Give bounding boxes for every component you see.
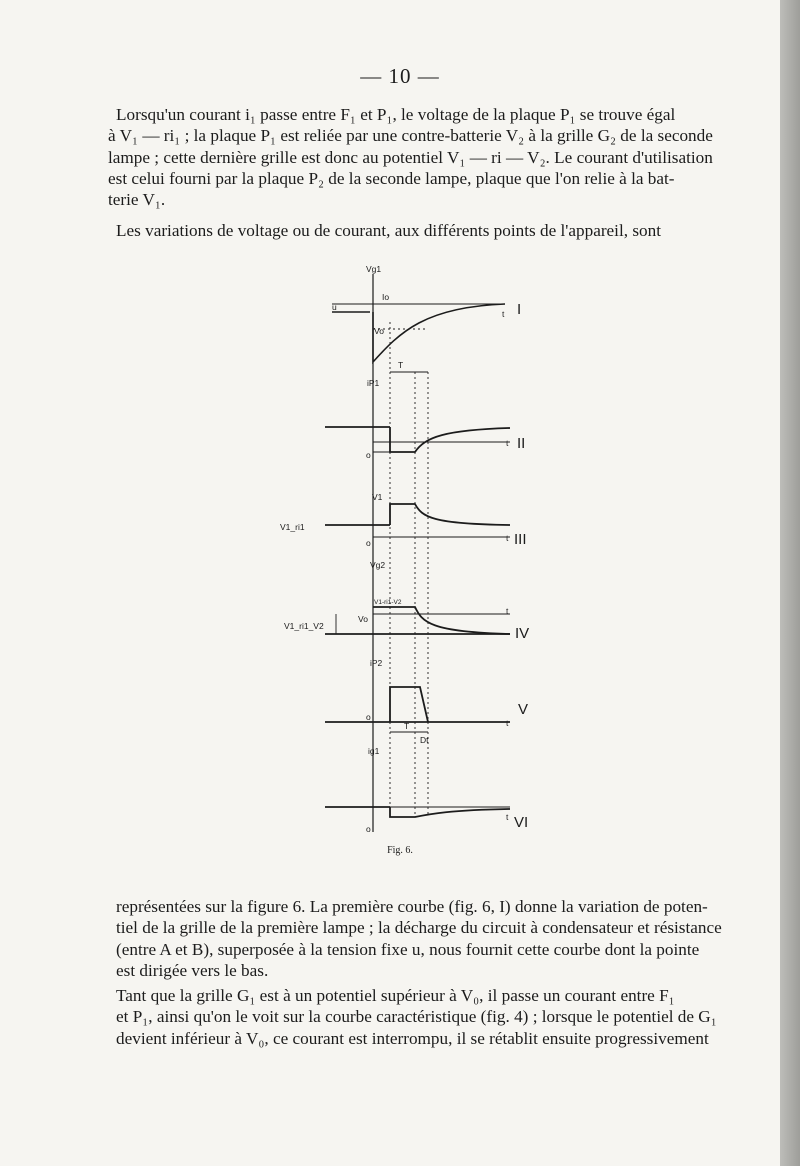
paragraph-2 <box>116 220 740 241</box>
page-gutter <box>780 0 800 1166</box>
label-zero-4: o <box>366 824 371 834</box>
label-t-axis-4: t <box>506 606 509 616</box>
curve-label-i: I <box>517 301 522 318</box>
label-t-axis-1: t <box>502 309 505 319</box>
label-zero-2: o <box>366 538 371 548</box>
label-t-axis-2: t <box>506 438 509 448</box>
curve-iv-line <box>373 607 510 634</box>
text-line: Les variations de voltage ou de courant, aux différents points de l'appareil, sont <box>116 221 661 240</box>
label-t-axis-5: t <box>506 718 509 728</box>
curve-label-iii: III <box>514 531 527 548</box>
text-line: représentées sur la figure 6. La première courbe (fig. 6, I) donne la variation de poten- <box>116 897 708 916</box>
label-dt: Dt <box>420 735 429 745</box>
label-zero-1: o <box>366 450 371 460</box>
paragraph-3 <box>116 896 740 981</box>
label-ip1: iP1 <box>367 378 380 388</box>
label-t-axis-6: t <box>506 812 509 822</box>
curve-label-ii: II <box>517 435 526 452</box>
curve-iii-line <box>390 504 510 525</box>
curve-label-v: V <box>518 701 529 718</box>
label-u: u <box>332 302 337 312</box>
label-t: T <box>398 360 404 370</box>
label-io: Io <box>382 292 390 302</box>
text-line: est dirigée vers le bas. <box>116 960 269 980</box>
label-vg1: Vg1 <box>366 264 382 274</box>
curve-label-vi: VI <box>514 814 529 831</box>
text-line: à V₁ — ri₁ ; la plaque P₁ est reliée par une contre-batterie V₂ à la grille G₂ de la seconde <box>108 126 713 146</box>
curve-i-line <box>373 304 505 362</box>
figure-6-diagram <box>270 262 560 852</box>
text-line: lampe ; cette dernière grille est donc au potentiel V₁ — ri — V₂. Le courant d'utilisation <box>108 147 713 167</box>
figure-6 <box>270 262 560 852</box>
curve-label-iv: IV <box>515 625 530 642</box>
label-ig1: ig1 <box>368 746 380 756</box>
text-line: terie V₁. <box>108 190 166 210</box>
text-line: et P₁, ainsi qu'on le voit sur la courbe caractéristique (fig. 4) ; lorsque le potentiel de G₁ <box>116 1007 717 1027</box>
figure-caption: Fig. 6. <box>387 845 413 856</box>
curve-ii-line <box>390 427 510 452</box>
page-number: — 10 — <box>360 64 440 88</box>
text-line: Lorsqu'un courant i₁ passe entre F₁ et P₁, le voltage de la plaque P₁ se trouve égal <box>116 105 676 124</box>
label-t-axis-3: t <box>506 533 509 543</box>
text-line: (entre A et B), superposée à la tension fixe u, nous fournit cette courbe dont la pointe <box>116 939 700 959</box>
label-ip2: iP2 <box>370 658 383 668</box>
label-v1-ri1: V1_ri1 <box>280 522 305 532</box>
label-vo-2: Vo <box>358 614 368 624</box>
label-v1-ri1-v2: V1_ri1_V2 <box>284 621 324 631</box>
text-line: Tant que la grille G₁ est à un potentiel supérieur à V₀, il passe un courant entre F₁ <box>116 986 675 1005</box>
label-vo-1: Vo <box>374 326 384 336</box>
label-v1: V1 <box>372 492 383 502</box>
paragraph-1 <box>108 104 740 210</box>
curve-v-line <box>390 687 428 722</box>
label-v1-ri-v2-top: V1-ri1-V2 <box>374 599 402 606</box>
text-line: tiel de la grille de la première lampe ; la décharge du circuit à condensateur et résistance <box>116 918 722 938</box>
paragraph-4 <box>116 985 740 1049</box>
label-zero-3: o <box>366 712 371 722</box>
label-vg2: Vg2 <box>370 560 386 570</box>
text-line: est celui fourni par la plaque P₂ de la seconde lampe, plaque que l'on relie à la bat- <box>108 168 675 188</box>
label-t-2: T <box>404 721 410 731</box>
curve-vi-line <box>390 807 510 817</box>
text-line: devient inférieur à V₀, ce courant est interrompu, il se rétablit ensuite progressivement <box>116 1028 709 1048</box>
